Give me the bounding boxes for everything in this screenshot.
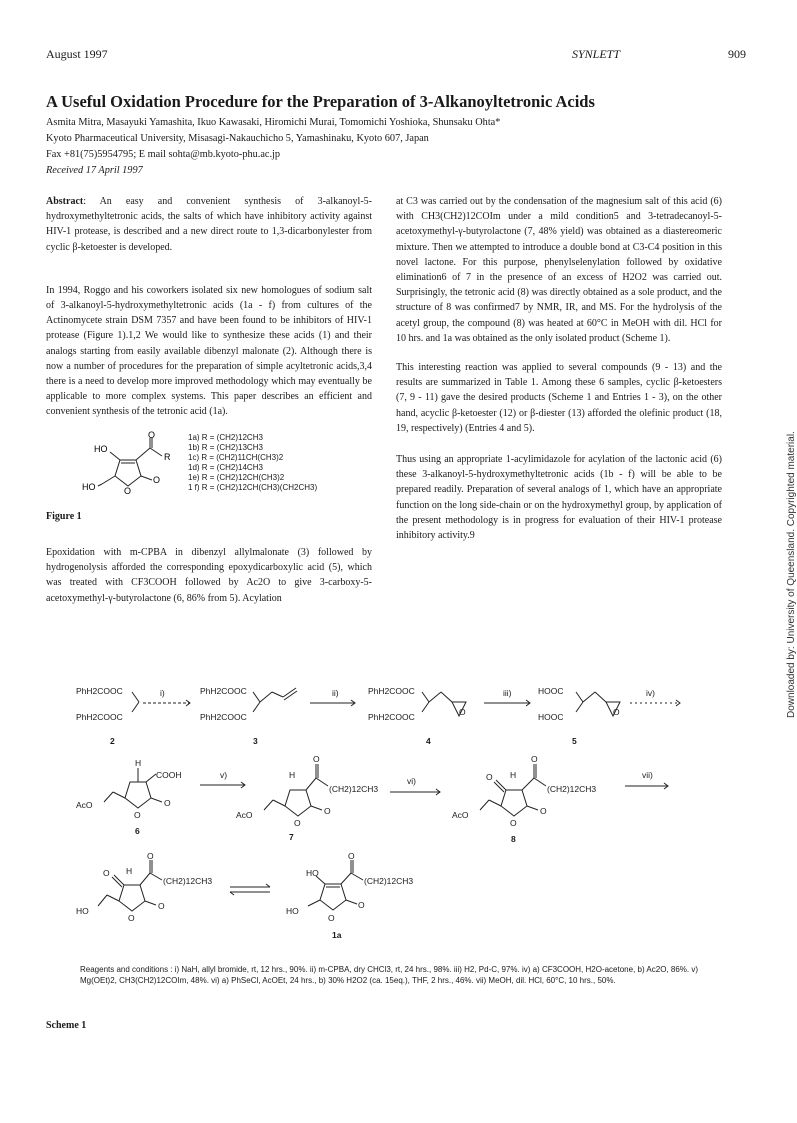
c8-carbonyl-o: O [540, 806, 547, 816]
received-date: Received 17 April 1997 [46, 165, 143, 176]
c7-aco: AcO [236, 810, 253, 820]
c8b-ring-o: O [128, 913, 135, 923]
header-journal: SYNLETT [572, 47, 621, 61]
figure1-list [188, 433, 317, 493]
c8b-chain: (CH2)12CH3 [163, 876, 213, 886]
fig1-o-ring: O [124, 486, 132, 496]
abstract-text: : An easy and convenient synthesis of 3-alkanoyl-5-hydroxymethyltetronic acids, the salts of which have inhibitory activity against HIV-1 protease, is described and a new direct route to 1,3-dicarbonylester from cyclic β-ketoester is developed. [46, 196, 372, 253]
compound-2: 2 [110, 736, 115, 746]
c5-top: HOOC [538, 686, 564, 696]
figure1-structure [80, 430, 190, 510]
c7-h: H [289, 770, 296, 780]
c1a-ring-o: O [328, 913, 335, 923]
step-v: v) [220, 770, 228, 780]
c7-chain: (CH2)12CH3 [329, 784, 379, 794]
fig1-item: 1e) R = (CH2)12CH(CH3)2 [188, 473, 285, 482]
fig1-item: 1b) R = (CH2)13CH3 [188, 443, 263, 452]
c5-bottom: HOOC [538, 712, 564, 722]
c3-top: PhH2COOC [200, 686, 247, 696]
c4-top: PhH2COOC [368, 686, 415, 696]
right-column [396, 194, 722, 543]
c1a-keto-o: O [348, 851, 355, 861]
left-column [46, 194, 372, 420]
page-title: A Useful Oxidation Procedure for the Preparation of 3-Alkanoyltetronic Acids [46, 92, 595, 111]
c7-ring-o: O [294, 818, 301, 828]
step-iv: iv) [646, 688, 655, 698]
c6-aco: AcO [76, 800, 93, 810]
fig1-item: 1 f) R = (CH2)12CH(CH3)(CH2CH3) [188, 483, 318, 492]
step-vii: vii) [642, 770, 653, 780]
fig1-ho-top: HO [94, 444, 108, 454]
contact: Fax +81(75)5954795; E mail sohta@mb.kyoto-phu.ac.jp [46, 149, 281, 160]
scheme1 [40, 670, 740, 960]
right-paragraph-3: Thus using an appropriate 1-acylimidazole for acylation of the lactonic acid (6) these 3-alkanoyl-5-hydroxymethyltetronic acids (1b - f) will be able to be prepared readily. Preparation of several analogs of 1, which have an appropriate function on the long side-chain or on the hydroxymethyl group, by application of the present methodology is in progress for evaluation of their HIV-1 protease inhibitory activity.9 [396, 454, 722, 542]
c3-bottom: PhH2COOC [200, 712, 247, 722]
compound-1a: 1a [332, 930, 342, 940]
c8-keto-o: O [531, 754, 538, 764]
c8-aco: AcO [452, 810, 469, 820]
c1a-ho-bottom: HO [286, 906, 299, 916]
c8-ring-o: O [510, 818, 517, 828]
c8b-keto-o: O [147, 851, 154, 861]
step-i: i) [160, 688, 165, 698]
c6-ring-o: O [134, 810, 141, 820]
c4-epoxide-o: O [459, 707, 466, 717]
intro-paragraph: In 1994, Roggo and his coworkers isolated six new homologues of sodium salt of 3-alkanoyl-5-hydroxymethyltetronic acids (1a - f) from cultures of the Actinomycete strain DSM 7357 and have been found to be inhibitors of HIV-1 protease (Figure 1).1,2 We would like to synthesize these acids (1) and their analogs starting from easily available dibenzyl malonate (2). Although there is now a number of procedures for the preparation of simple acyltetronic acids,3,4 there is a need to develop more improved methodology which may eventually be applicable to more complex systems. This paper describes an efficient and convenient synthesis of the tetronic acid (1a). [46, 284, 372, 418]
c1a-carbonyl-o: O [358, 900, 365, 910]
c7-keto-o: O [313, 754, 320, 764]
c8-enone-o: O [486, 772, 493, 782]
right-paragraph-2: This interesting reaction was applied to several compounds (9 - 13) and the results are summarized in Table 1. Among these 6 samples, cyclic β-ketoesters (7, 9 - 11) gave the desired products (Scheme 1 and Entries 1 - 3), on the other hand, acyclic β-ketoester (12) or β-diester (13) afforded the olefinic product (18, 19, respectively) (Entries 4 and 5). [396, 362, 722, 434]
compound-4: 4 [426, 736, 431, 746]
compound-8: 8 [511, 834, 516, 844]
fig1-item: 1c) R = (CH2)11CH(CH3)2 [188, 453, 284, 462]
c1a-chain: (CH2)12CH3 [364, 876, 414, 886]
compound-3: 3 [253, 736, 258, 746]
c8b-ho: HO [76, 906, 89, 916]
fig1-o-carbonyl: O [153, 475, 161, 485]
step-vi: vi) [407, 776, 416, 786]
fig1-ho-bottom: HO [82, 482, 96, 492]
authors: Asmita Mitra, Masayuki Yamashita, Ikuo Kawasaki, Hiromichi Murai, Tomomichi Yoshioka, Shunsaku Ohta* [46, 117, 501, 128]
epoxidation-paragraph: Epoxidation with m-CPBA in dibenzyl allylmalonate (3) followed by hydrogenolysis afforded the corresponding epoxydicarboxylic acid (5), which was treated with CF3COOH followed by Ac2O to give 3-carboxy-5-acetoxymethyl-γ-butyrolactone (6, 86% from 5). Acylation [46, 547, 372, 604]
compound-5: 5 [572, 736, 577, 746]
scheme1-reagents: Reagents and conditions : i) NaH, allyl bromide, rt, 12 hrs., 90%. ii) m-CPBA, dry CHCl3, rt, 24 hrs., 98%. iii) H2, Pd-C, 97%. iv) a) CF3COOH, H2O-acetone, b) Ac2O, 86%. v) Mg(OEt)2, CH3(CH2)12COIm, 48%. vi) a) PhSeCl, AcOEt, 24 hrs., b) 30% H2O2 (ca. 15eq.), THF, 2 hrs., 46%. vii) MeOH, dil. HCl, 60°C, 10 hrs., 50%. [80, 965, 698, 985]
c8b-carbonyl-o: O [158, 901, 165, 911]
abstract [46, 194, 372, 255]
c8-h: H [510, 770, 517, 780]
abstract-label: Abstract [46, 196, 84, 207]
c5-epoxide-o: O [613, 707, 620, 717]
figure1-label: Figure 1 [46, 511, 82, 522]
c4-bottom: PhH2COOC [368, 712, 415, 722]
scheme1-label: Scheme 1 [46, 1020, 87, 1031]
c1a-ho-top: HO [306, 868, 319, 878]
c6-carbonyl-o: O [164, 798, 171, 808]
compound-7: 7 [289, 832, 294, 842]
fig1-item: 1a) R = (CH2)12CH3 [188, 433, 263, 442]
step-iii: iii) [503, 688, 512, 698]
header-date: August 1997 [46, 47, 108, 61]
c6-cooh: COOH [156, 770, 182, 780]
fig1-r: R [164, 452, 171, 462]
c8b-enone-o: O [103, 868, 110, 878]
compound-6: 6 [135, 826, 140, 836]
c2-bottom: PhH2COOC [76, 712, 123, 722]
right-paragraph-1: at C3 was carried out by the condensation of the magnesium salt of this acid (6) with CH3(CH2)12COIm under a mild condition5 and 3-tetradecanoyl-5-acetoxymethyl-γ-butyrolactone (7, 48% yield) was obtained as a diastereomeric mixture. Then we attempted to introduce a double bond at C3-C4 position in this novel lactone. For this purpose, phenylselenylation followed by oxidative elimination6 of 7 in the presence of an excess of H2O2 was carried out. Surprisingly, the tetronic acid (8) was directly obtained as a sole product, and the structure of 8 was confirmed7 by NMR, IR, and MS. For the hydrolysis of the acetyl group, the compound (8) was heated at 60°C in MeOH with dil. HCl for 10 hrs. and 1a was obtained as the only isolated product (Scheme 1). [396, 196, 722, 344]
fig1-o-top: O [148, 430, 156, 440]
fig1-item: 1d) R = (CH2)14CH3 [188, 463, 263, 472]
c2-top: PhH2COOC [76, 686, 123, 696]
c7-carbonyl-o: O [324, 806, 331, 816]
affiliation: Kyoto Pharmaceutical University, Misasagi-Nakauchicho 5, Yamashinaku, Kyoto 607, Japan [46, 133, 429, 144]
c8b-h: H [126, 866, 133, 876]
c8-chain: (CH2)12CH3 [547, 784, 597, 794]
c6-h: H [135, 758, 142, 768]
header-page: 909 [728, 47, 746, 61]
download-watermark: Downloaded by: University of Queensland. Copyrighted material. [786, 431, 797, 718]
step-ii: ii) [332, 688, 339, 698]
